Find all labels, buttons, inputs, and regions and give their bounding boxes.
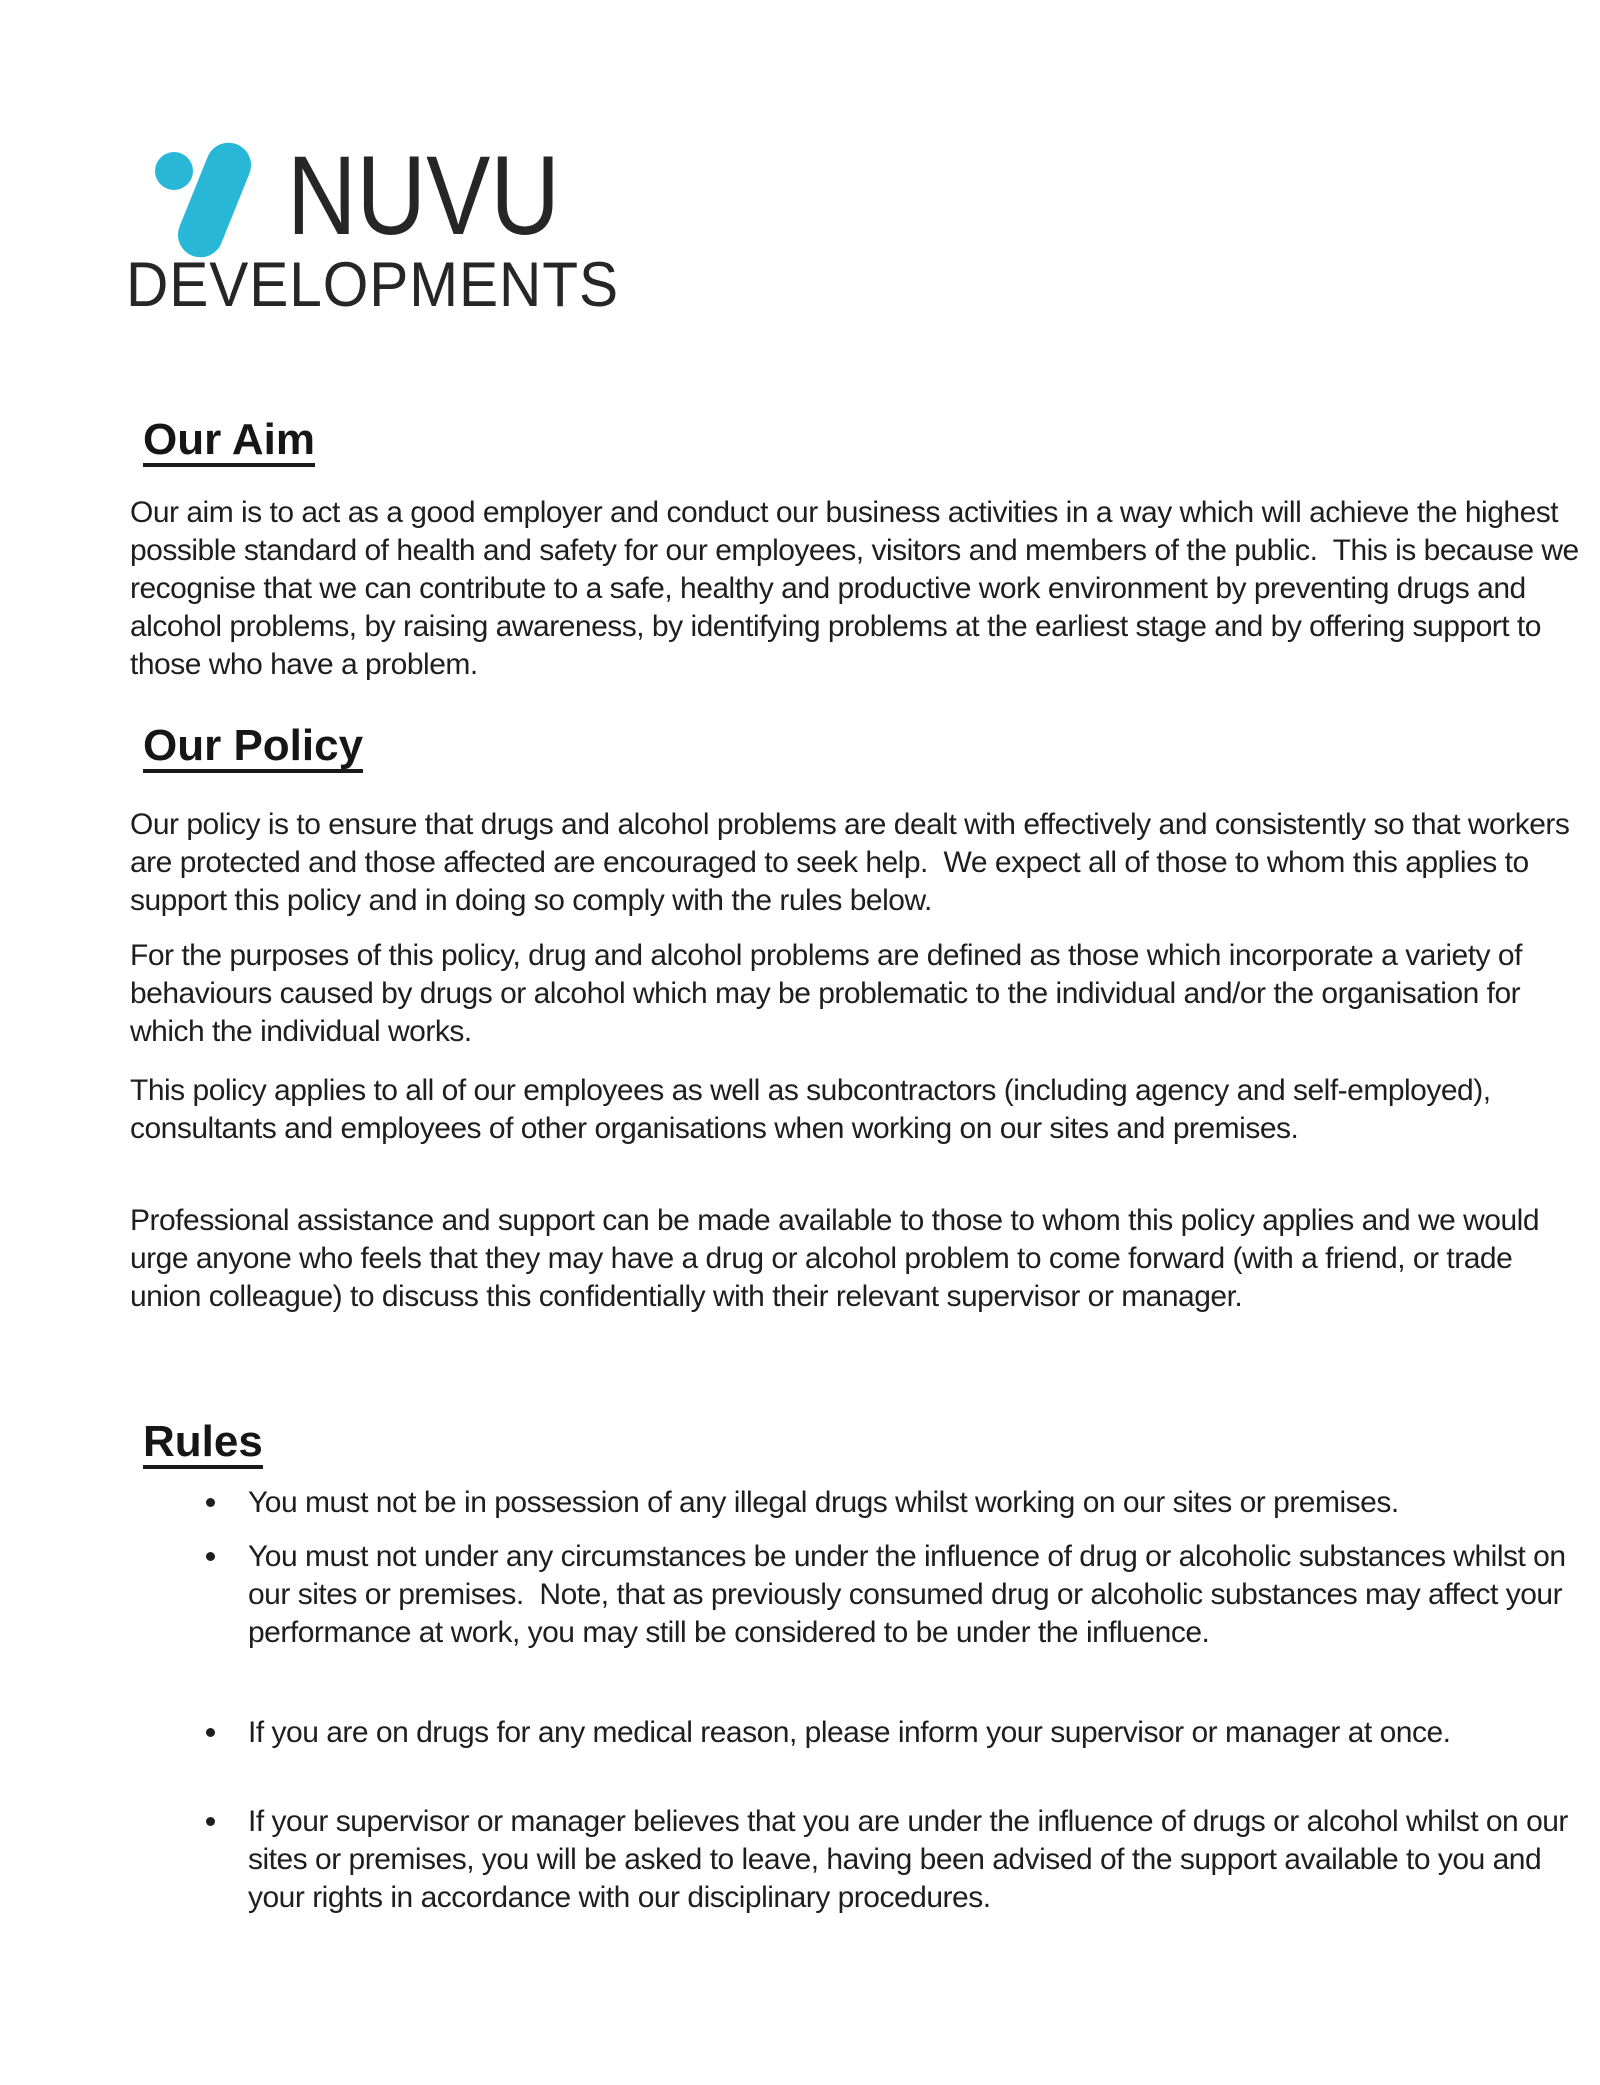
section-heading-rules: Rules: [143, 1424, 263, 1469]
rule-list-item: [130, 1714, 1590, 1752]
rule-text-4: If your supervisor or manager believes that you are under the influence of drugs or alcohol whilst on our sites or premises, you will be asked to leave, having been advised of the support available to you and your rights in accordance with our disciplinary procedures.: [248, 1805, 1576, 1914]
rule-text-2: You must not under any circumstances be under the influence of drug or alcoholic substances whilst on our sites or premises. Note, that as previously consumed drug or alcoholic substances may affect your performance at work, you may still be considered to be under the influence.: [248, 1540, 1574, 1649]
bullet-icon: [206, 1552, 215, 1561]
paragraph-policy-2: For the purposes of this policy, drug and alcohol problems are defined as those which incorporate a variety of behaviours caused by drugs or alcohol which may be problematic to the individual and/or the organisation for which the individual works.: [130, 939, 1530, 1048]
paragraph-policy-3: This policy applies to all of our employees as well as subcontractors (including agency and self-employed), consultants and employees of other organisations when working on our sites and premises.: [130, 1074, 1499, 1145]
logo-dot-icon: [155, 152, 193, 190]
section-heading-our-policy: Our Policy: [143, 728, 363, 773]
rule-text-3: If you are on drugs for any medical reason, please inform your supervisor or manager at once.: [248, 1716, 1451, 1749]
rule-list-item: [130, 1538, 1590, 1652]
paragraph-policy-4: Professional assistance and support can be made available to those to whom this policy applies and we would urge anyone who feels that they may have a drug or alcohol problem to come forward (with a friend, or trade union colleague) to discuss this confidentially with their relevant supervisor or manager.: [130, 1204, 1547, 1313]
bullet-icon: [206, 1728, 215, 1737]
section-heading-our-aim: Our Aim: [143, 422, 315, 467]
rule-list-item: [130, 1803, 1590, 1917]
bullet-icon: [206, 1817, 215, 1826]
logo-brand-text: NUVU: [287, 133, 560, 258]
bullet-icon: [206, 1498, 215, 1507]
paragraph-policy-1: Our policy is to ensure that drugs and alcohol problems are dealt with effectively and consistently so that workers are protected and those affected are encouraged to seek help. We expect all of those to whom this applies to support this policy and in doing so comply with the rules below.: [130, 808, 1578, 917]
rule-text-1: You must not be in possession of any illegal drugs whilst working on our sites or premises.: [248, 1486, 1399, 1519]
rule-list-item: [130, 1484, 1590, 1522]
paragraph-our-aim: Our aim is to act as a good employer and conduct our business activities in a way which will achieve the highest possible standard of health and safety for our employees, visitors and members of the public. This is because we recognise that we can contribute to a safe, healthy and productive work environment by preventing drugs and alcohol problems, by raising awareness, by identifying problems at the earliest stage and by offering support to those who have a problem.: [130, 496, 1587, 681]
logo-subtitle-text: DEVELOPMENTS: [126, 250, 620, 320]
